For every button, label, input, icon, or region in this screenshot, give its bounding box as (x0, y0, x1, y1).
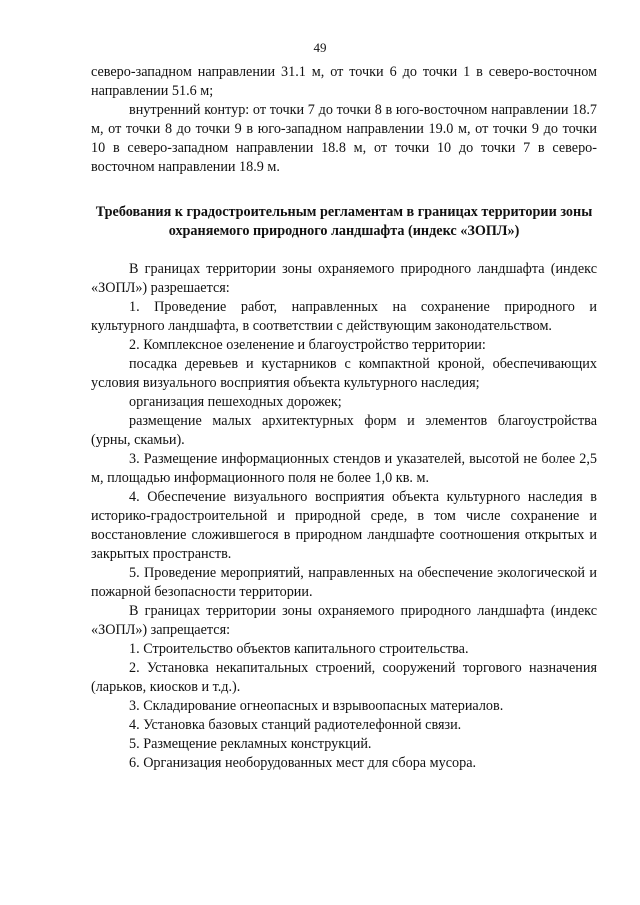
boundary-outer-end: северо-западном направлении 31.1 м, от точки 6 до точки 1 в северо-восточном направлении 51.6 м; (91, 64, 597, 99)
document-body (91, 63, 597, 773)
allowed-lead: В границах территории зоны охраняемого природного ландшафта (индекс «ЗОПЛ») разрешается: (91, 261, 597, 296)
allowed-item-4: 4. Обеспечение визуального восприятия объекта культурного наследия в историко-градостроительной и природной среде, в том числе сохранение и восстановление сложившегося в природном ландшафте соотношения открытых и закрытых пространств. (91, 489, 597, 562)
prohibited-item-4: 4. Установка базовых станций радиотелефонной связи. (129, 717, 462, 733)
allowed-item-2a: посадка деревьев и кустарников с компактной кроной, обеспечивающих условия визуального восприятия объекта культурного наследия; (91, 356, 597, 391)
prohibited-item-6: 6. Организация необорудованных мест для сбора мусора. (129, 755, 477, 771)
allowed-item-2b: организация пешеходных дорожек; (129, 394, 342, 410)
prohibited-item-1: 1. Строительство объектов капитального строительства. (129, 641, 469, 657)
boundary-inner-contour: внутренний контур: от точки 7 до точки 8 в юго-восточном направлении 18.7 м, от точки 8 до точки 9 в юго-западном направлении 19.0 м, от точки 9 до точки 10 в северо-западном направлении 18.8 м, от точки 10 до точки 7 в северо-восточном направлении 18.9 м. (91, 102, 597, 175)
prohibited-item-2: 2. Установка некапитальных строений, сооружений торгового назначения (ларьков, киосков и т.д.). (91, 660, 597, 695)
prohibited-item-5: 5. Размещение рекламных конструкций. (129, 736, 372, 752)
page-number: 49 (313, 40, 327, 55)
section-heading: Требования к градостроительным регламентам в границах территории зоны охраняемого природного ландшафта (индекс «ЗОПЛ») (95, 204, 593, 239)
prohibited-item-3: 3. Складирование огнеопасных и взрывоопасных материалов. (129, 698, 504, 714)
allowed-item-2: 2. Комплексное озеленение и благоустройство территории: (129, 337, 486, 353)
allowed-item-2c: размещение малых архитектурных форм и элементов благоустройства (урны, скамьи). (91, 413, 597, 448)
allowed-item-5: 5. Проведение мероприятий, направленных на обеспечение экологической и пожарной безопасности территории. (91, 565, 597, 600)
prohibited-lead: В границах территории зоны охраняемого природного ландшафта (индекс «ЗОПЛ») запрещается: (91, 603, 597, 638)
allowed-item-3: 3. Размещение информационных стендов и указателей, высотой не более 2,5 м, площадью информационного поля не более 1,0 кв. м. (91, 451, 597, 486)
allowed-item-1: 1. Проведение работ, направленных на сохранение природного и культурного ландшафта, в соответствии с действующим законодательством. (91, 299, 597, 334)
